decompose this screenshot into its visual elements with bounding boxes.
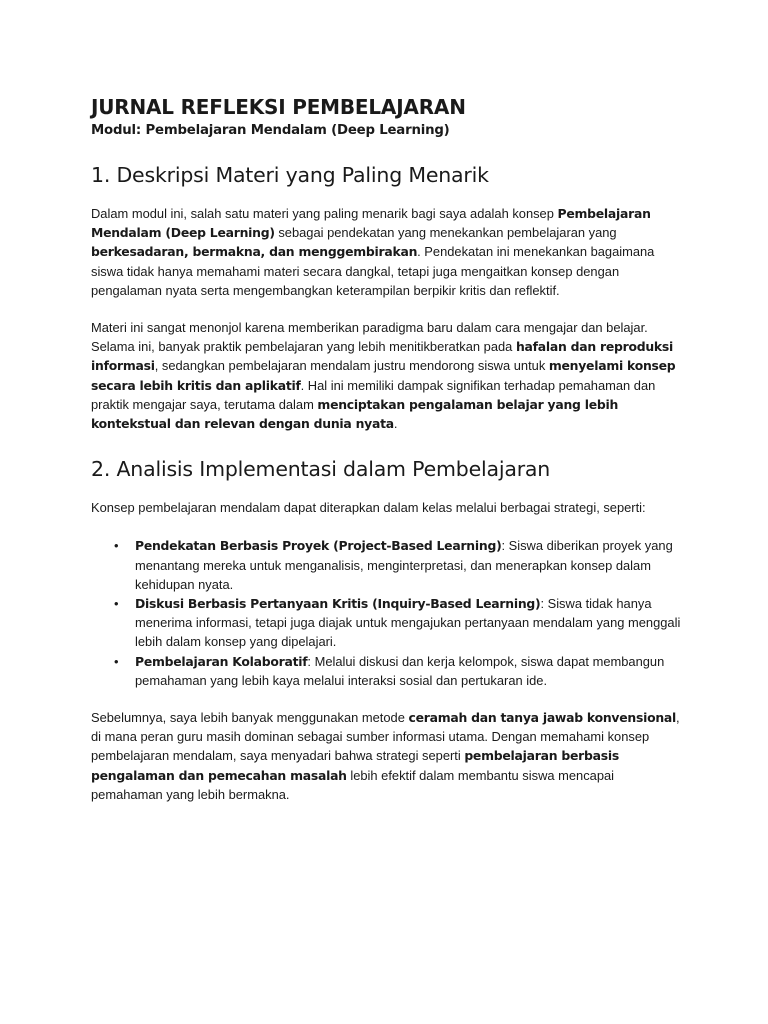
text-run: lebih efektif dalam membantu siswa mencapai pemahaman yang lebih bermakna.	[91, 767, 615, 802]
bold-run: ceramah dan tanya jawab konvensional	[408, 710, 677, 726]
text-run: Sebelumnya, saya lebih banyak menggunakan metode	[91, 710, 409, 726]
document-title: JURNAL REFLEKSI PEMBELAJARAN	[91, 95, 466, 119]
section-1-paragraph-2	[91, 318, 681, 433]
section-1-heading: 1. Deskripsi Materi yang Paling Menarik	[91, 163, 489, 187]
text-run: sebagai pendekatan yang menekankan pembelajaran yang	[274, 225, 617, 241]
list-item-title: Pembelajaran Kolaboratif	[135, 653, 308, 669]
bold-run: pembelajaran berbasis pengalaman dan pemecahan masalah	[91, 748, 619, 783]
bullet-icon: •	[114, 538, 119, 554]
text-run: .	[393, 416, 398, 432]
text-run: . Hal ini memiliki dampak signifikan terhadap pemahaman dan praktik mengajar saya, terutama dalam	[91, 377, 656, 412]
list-item-text: : Melalui diskusi dan kerja kelompok, siswa dapat membangun pemahaman yang lebih kaya melalui interaksi sosial dan pertukaran ide.	[135, 653, 665, 688]
text-run: . Pendekatan ini menekankan bagaimana siswa tidak hanya memahami materi secara dangkal, tetapi juga mengaitkan konsep dengan pengalaman nyata serta mengembangkan keterampilan berpikir kritis dan reflektif.	[91, 244, 655, 298]
text-run: , di mana peran guru masih dominan sebagai sumber informasi utama. Dengan memahami konsep pembelajaran mendalam, saya menyadari bahwa strategi seperti	[91, 710, 680, 764]
section-1-paragraph-1	[91, 204, 681, 300]
text-run: , sedangkan pembelajaran mendalam justru mendorong siswa untuk	[154, 358, 549, 374]
list-item	[91, 652, 681, 690]
list-item-title: Pendekatan Berbasis Proyek (Project-Based Learning)	[135, 538, 502, 554]
section-2-heading: 2. Analisis Implementasi dalam Pembelajaran	[91, 457, 551, 482]
list-item-title: Diskusi Berbasis Pertanyaan Kritis (Inquiry-Based Learning)	[135, 596, 541, 612]
bold-run: menyelami konsep secara lebih kritis dan aplikatif	[91, 358, 676, 393]
document-subtitle: Modul: Pembelajaran Mendalam (Deep Learning)	[91, 123, 450, 138]
section-2-closing-paragraph	[91, 708, 681, 804]
text-run: Materi ini sangat menonjol karena memberikan paradigma baru dalam cara mengajar dan belajar. Selama ini, banyak praktik pembelajaran yang lebih menitikberatkan pada	[91, 320, 648, 355]
section-2-intro: Konsep pembelajaran mendalam dapat diterapkan dalam kelas melalui berbagai strategi, seperti:	[91, 500, 646, 516]
list-item	[91, 594, 681, 652]
bold-run: menciptakan pengalaman belajar yang lebih kontekstual dan relevan dengan dunia nyata	[91, 396, 619, 432]
list-item-text: : Siswa diberikan proyek yang menantang mereka untuk menganalisis, menginterpretasi, dan menerapkan konsep dalam kehidupan nyata.	[135, 538, 673, 592]
strategy-list	[91, 536, 681, 690]
list-item-text: : Siswa tidak hanya menerima informasi, tetapi juga diajak untuk mengajukan pertanyaan mendalam yang menggali lebih dalam konsep yang dipelajari.	[135, 596, 681, 650]
text-run: Dalam modul ini, salah satu materi yang paling menarik bagi saya adalah konsep	[91, 206, 558, 221]
bold-run: Pembelajaran Mendalam (Deep Learning)	[91, 206, 651, 241]
bold-run: hafalan dan reproduksi informasi	[91, 339, 674, 374]
document-page	[91, 94, 681, 804]
bullet-icon: •	[114, 596, 119, 612]
list-item	[91, 536, 681, 594]
bullet-icon: •	[114, 653, 119, 669]
bold-run: berkesadaran, bermakna, dan menggembirakan	[91, 244, 418, 260]
